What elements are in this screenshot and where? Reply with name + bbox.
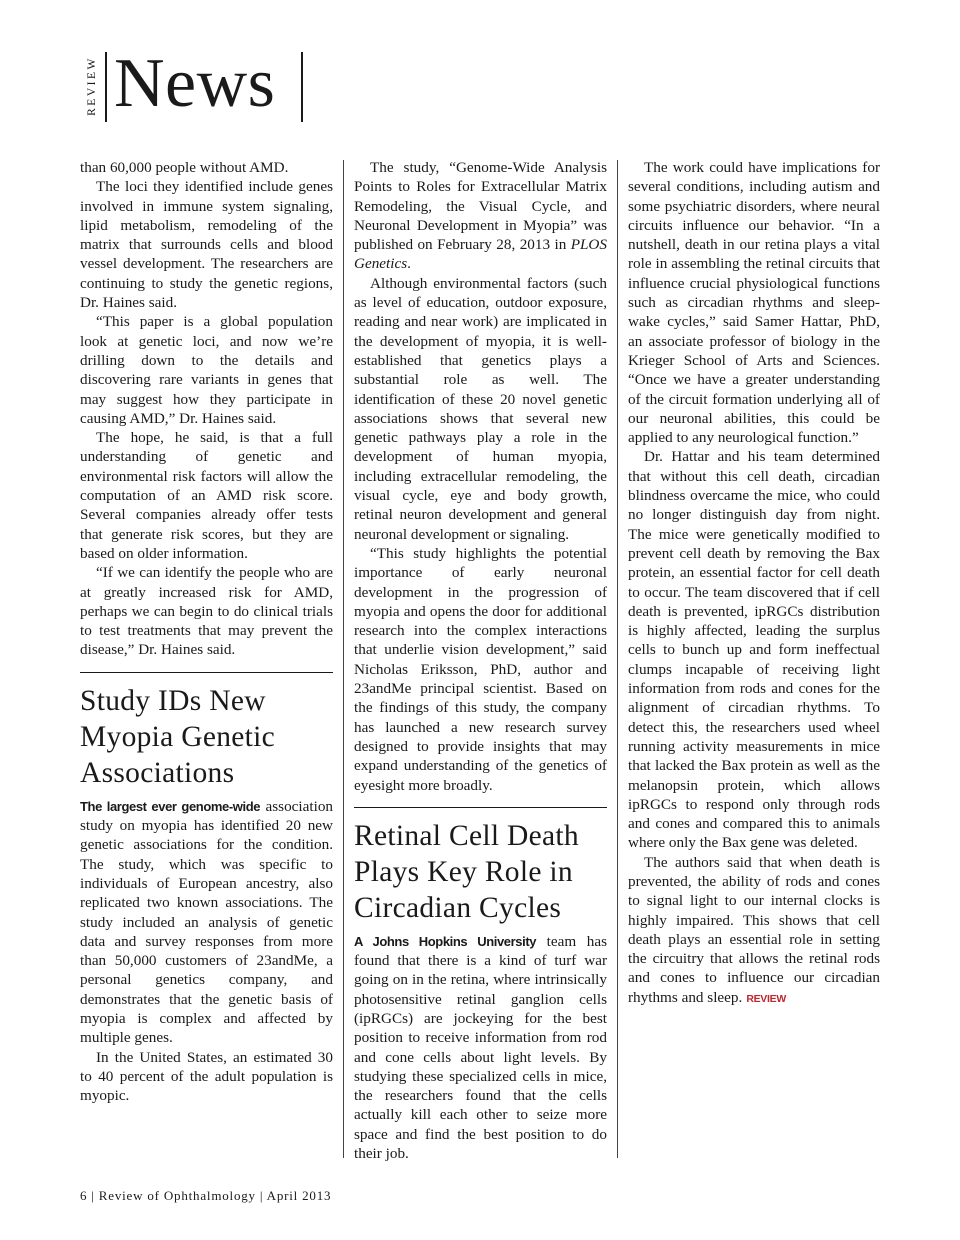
section-label-text: REVIEW (86, 56, 98, 116)
paragraph-text: association study on myopia has identified 20 new genetic associations for the condition. The study, which was specific to individuals of European ancestry, also replicated two known associations. The study included an analysis of genetic data and survey responses from more than 50,000 customers of 23andMe, a personal genetics company, and demonstrates that the genetic basis of myopia is complex and affected by multiple genes. (80, 797, 334, 1047)
paragraph (354, 932, 607, 1164)
paragraph-text: The authors said that when death is prevented, the ability of rods and cones to signal light to our internal clocks is highly impaired. This shows that cell death plays an essential role in setting the circuitry that allows the retinal rods and cones to influence our circadian rhythms and sleep. (628, 853, 880, 1006)
paragraph: The hope, he said, is that a full understanding of genetic and environmental risk factors will allow the computation of an AMD risk score. Several companies already offer tests that generate risk scores, but they are based on older information. (80, 429, 333, 562)
end-mark-logo: REVIEW (746, 992, 786, 1005)
column-1 (80, 158, 333, 1105)
section-divider (354, 807, 607, 808)
paragraph-text: The study, “Genome-Wide Analysis Points to Roles for Extracellular Matrix Remodeling, the Visual Cycle, and Neuronal Development in Myopia” was published on February 28, 2013 in (354, 159, 607, 254)
lead-in: A Johns Hopkins University (354, 933, 537, 949)
paragraph: The loci they identified include genes involved in immune system signaling, lipid metabolism, remodeling of the matrix that surrounds cells and blood vessel development. The researchers are continuing to study the genetic regions, Dr. Haines said. (80, 178, 333, 312)
paragraph: “If we can identify the people who are at greatly increased risk for AMD, perhaps we can begin to do clinical trials to test treatments that may prevent the disease,” Dr. Haines said. (80, 564, 333, 659)
paragraph (628, 853, 880, 1009)
section-divider (80, 672, 333, 673)
section-label (82, 50, 102, 122)
headline-retina: Retinal Cell Death Plays Key Role in Circadian Cycles (354, 819, 579, 924)
page-title: News (114, 45, 276, 122)
paragraph: Although environmental factors (such as level of education, outdoor exposure, reading and near work) are implicated in the development of myopia, it is well-established that genetics plays a substantial role as well. The identification of these 20 novel genetic associations shows that several new genetic pathways play a role in the development of human myopia, including extracellular remodeling, the visual cycle, eye and body growth, retinal neuron development and general neuronal development or signaling. (354, 274, 607, 543)
paragraph: Dr. Hattar and his team determined that without this cell death, circadian blindness overcame the mice, who could no longer distinguish day from night. The mice were genetically modified to prevent cell death by removing the Bax protein, an essential factor for cell death to occur. The team discovered that if cell death is prevented, ipRGCs distribution is highly affected, leading the surplus cells to bunch up and form ineffectual clumps incapable of receiving light information from rods and cones for the alignment of circadian rhythms. To detect this, the researchers used wheel running activity measurements in mice that lacked the Bax protein as well as the melanopsin protein, which allows ipRGCs to respond only through rods and cones and compared this to animals where only the Bax gene was deleted. (628, 448, 880, 852)
paragraph: than 60,000 people without AMD. (80, 159, 289, 176)
headline-myopia: Study IDs New Myopia Genetic Associations (80, 684, 276, 789)
paragraph (354, 158, 607, 274)
column-rule (343, 160, 344, 1158)
column-3 (628, 158, 880, 1009)
paragraph: In the United States, an estimated 30 to 40 percent of the adult population is myopic. (80, 1048, 333, 1105)
paragraph-text: . (407, 255, 411, 273)
masthead-divider-left (105, 52, 107, 122)
paragraph: The work could have implications for several conditions, including autism and some psychiatric disorders, where neural circuits influence our behavior. “In a nutshell, death in our retina plays a vital role in assembling the retinal circuits that influence crucial physiological functions such as circadian rhythms and sleep-wake cycles,” said Samer Hattar, PhD, an associate professor of biology in the Krieger School of Arts and Sciences. “Once we have a greater understanding of the circuit formation underlying all of our neuronal abilities, this could be applied to any neurological function.” (628, 159, 880, 447)
masthead-divider-right (301, 52, 303, 122)
paragraph-text: team has found that there is a kind of turf war going on in the retina, where intrinsically photosensitive retinal ganglion cells (ipRGCs) are jockeying for the best position to receive information from rod and cone cells about light levels. By studying these specialized cells in mice, the researchers found that the cells actually kill each other to seize more space and find the best position to do their job. (354, 932, 607, 1163)
journal-name: PLOS Genetics (354, 236, 607, 273)
column-rule (617, 160, 618, 1158)
paragraph: “This paper is a global population look at genetic loci, and now we’re drilling down to the details and discovering rare variants in genes that may suggest how they participate in causing AMD,” Dr. Haines said. (80, 313, 333, 427)
paragraph: “This study highlights the potential importance of early neuronal development in the progression of myopia and opens the door for additional research into the complex interactions that underlie vision development,” said Nicholas Eriksson, PhD, author and 23andMe principal scientist. Based on the findings of this study, the company has launched a new research survey designed to provide insights that may expand understanding of the genetics of eyesight more broadly. (354, 544, 607, 794)
page-footer: 6 | Review of Ophthalmology | April 2013 (80, 1188, 332, 1203)
lead-in: The largest ever genome-wide (80, 798, 261, 814)
paragraph (80, 797, 333, 1048)
column-2 (354, 158, 607, 1163)
